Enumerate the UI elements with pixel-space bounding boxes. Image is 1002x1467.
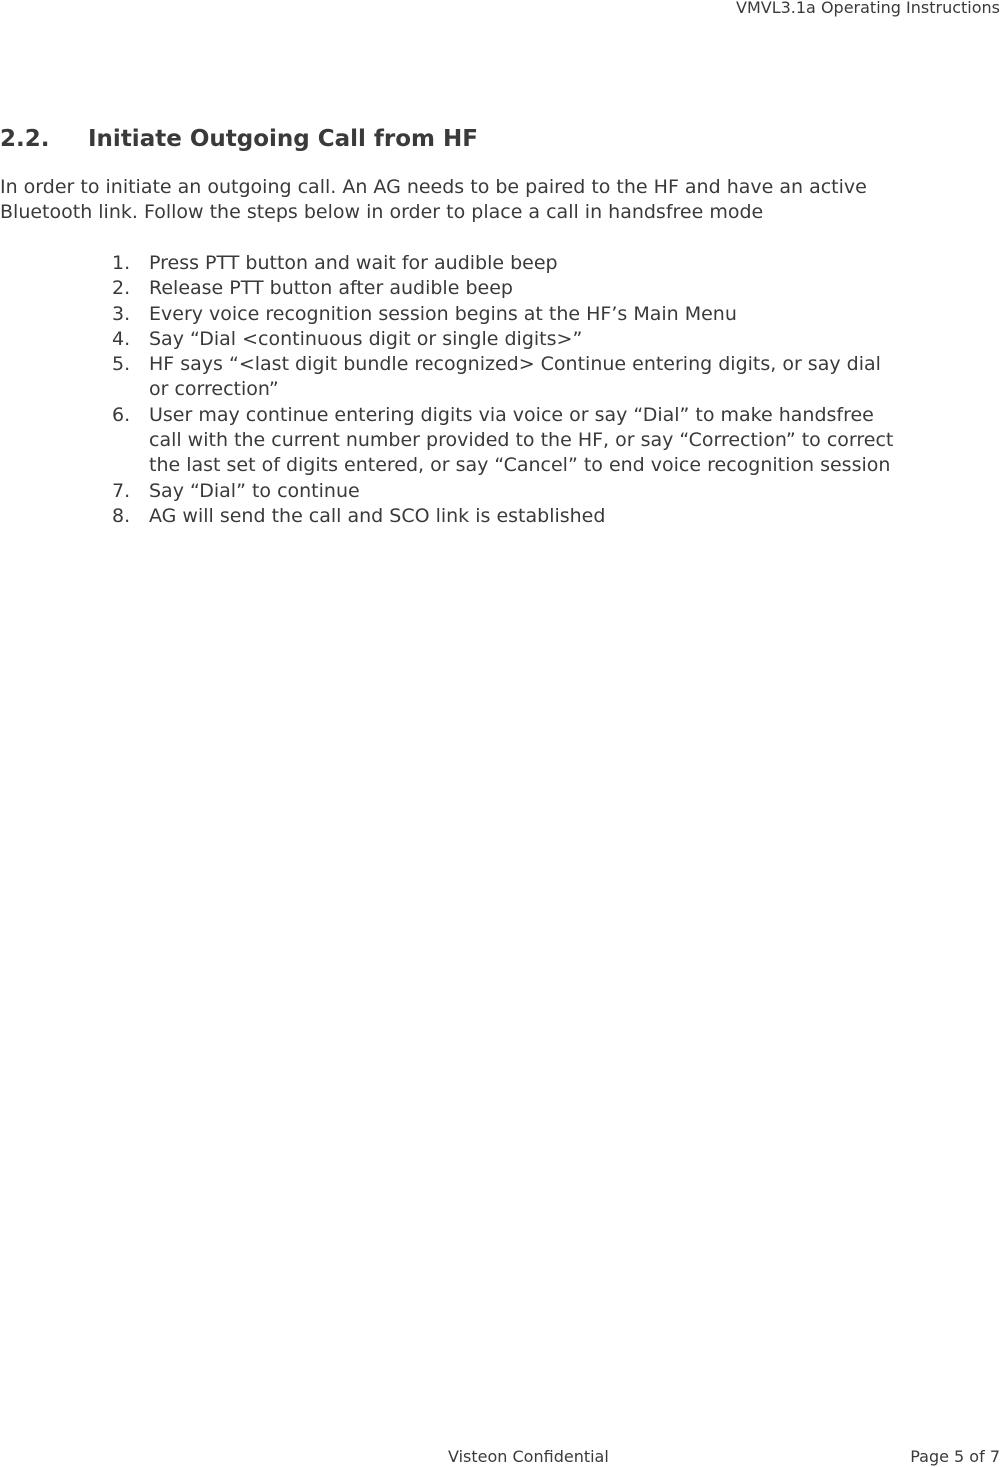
step-item (0, 479, 893, 504)
step-text-line: Say “Dial <continuous digit or single digits>” (149, 327, 583, 350)
step-number: 8. (112, 504, 131, 527)
step-text-line: AG will send the call and SCO link is established (149, 504, 606, 527)
intro-paragraph (0, 175, 1000, 225)
step-text-line: call with the current number provided to the HF, or say “Correction” to correct (149, 429, 894, 452)
footer-page-number: Page 5 of 7 (910, 1447, 1000, 1466)
step-text-line: Say “Dial” to continue (149, 479, 360, 502)
step-item (0, 352, 893, 403)
step-number: 4. (112, 327, 131, 350)
step-number: 3. (112, 302, 131, 325)
step-number: 7. (112, 479, 131, 502)
section-heading (0, 124, 478, 154)
step-text-line: or correction” (149, 378, 279, 401)
section-number: 2.2. (0, 126, 50, 152)
step-item (0, 403, 893, 479)
step-item (0, 327, 893, 352)
step-number: 5. (112, 353, 131, 376)
step-number: 1. (112, 252, 131, 274)
step-text-line: the last set of digits entered, or say “Cancel” to end voice recognition session (149, 454, 891, 477)
document-header-title: VMVL3.1a Operating Instructions (736, 0, 1000, 17)
step-item (0, 504, 893, 529)
section-title: Initiate Outgoing Call from HF (88, 126, 478, 152)
footer-confidential: Visteon Confidential (448, 1447, 609, 1466)
step-text-line: Every voice recognition session begins at the HF’s Main Menu (149, 302, 737, 325)
step-text-line: User may continue entering digits via voice or say “Dial” to make handsfree (149, 403, 874, 426)
intro-line: Bluetooth link. Follow the steps below in order to place a call in handsfree mode (0, 201, 764, 223)
intro-line: In order to initiate an outgoing call. An AG needs to be paired to the HF and have an active (0, 176, 867, 198)
step-number: 2. (112, 277, 131, 300)
steps-list (0, 251, 893, 529)
step-number: 6. (112, 403, 131, 426)
step-text-line: Press PTT button and wait for audible beep (149, 252, 558, 274)
step-text-line: Release PTT button after audible beep (149, 277, 513, 300)
step-item (0, 302, 893, 327)
step-item (0, 251, 893, 276)
step-text-line: HF says “<last digit bundle recognized> Continue entering digits, or say dial (149, 353, 881, 376)
step-item (0, 276, 893, 301)
